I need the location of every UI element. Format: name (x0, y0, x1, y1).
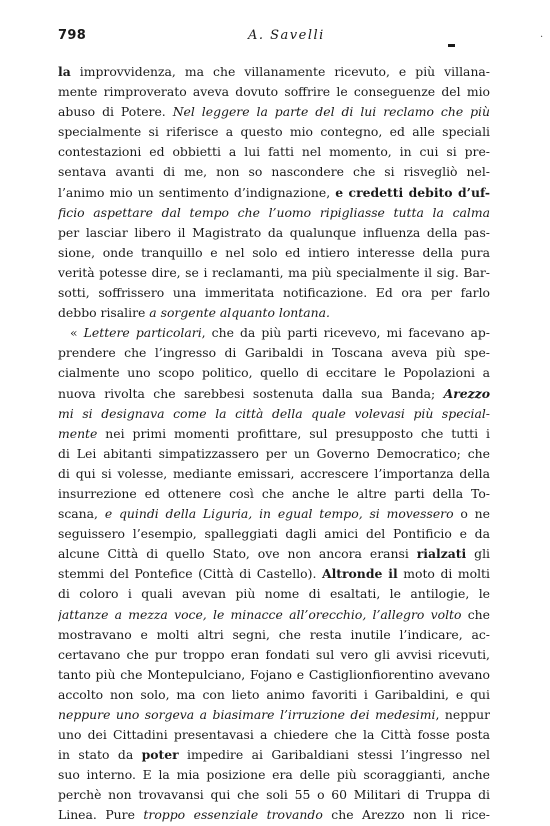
text-run: mostravano e molti altri segni, che resta inutile l’indicare, ac- (58, 626, 490, 642)
text-line (58, 122, 490, 142)
text-run: perchè non trovavansi qui che soli 55 o 60 Militari di Truppa di (58, 787, 490, 803)
text-run: Lettere particolari (83, 325, 202, 341)
text-line (58, 484, 490, 504)
text-line (58, 544, 490, 564)
text-line (58, 745, 490, 765)
text-run: in stato da (58, 747, 142, 763)
text-run: l’animo mio un sentimento d’indignazione, (58, 184, 336, 200)
text-run: , neppur (435, 707, 490, 722)
text-run: moto di molti (397, 566, 490, 582)
text-run: o ne (453, 506, 490, 522)
text-line (58, 685, 490, 705)
text-line (58, 584, 490, 604)
text-line (58, 82, 490, 102)
text-run: che Arezzo non li rice- (322, 807, 490, 823)
text-run: abuso di Potere. (58, 104, 173, 120)
text-run: uno dei Cittadini presentavasi a chiedere che la Città fosse posta (58, 727, 490, 743)
text-run: poter (141, 747, 179, 763)
text-run: nuova rivolta che sarebbesi sostenuta dalla sua Banda; (58, 385, 444, 401)
text-run: , che da più parti ricevevo, mi facevano ap- (201, 325, 490, 341)
text-run: di coloro i quali avevan più nome di esaltati, le antilogie, le (58, 586, 490, 602)
text-run: mente rimproverato aveva dovuto soffrire le conseguenze del mio (58, 84, 490, 100)
text-run: verità potesse dire, se i reclamanti, ma più specialmente il sig. Bar- (58, 264, 490, 280)
text-line (58, 625, 490, 645)
page-number: 798 (58, 28, 87, 43)
text-run: troppo essenziale trovando (143, 807, 323, 823)
text-run: debbo risalire (58, 305, 150, 321)
text-run: cialmente uno scopo politico, quello di eccitare le Popolazioni a (58, 365, 490, 381)
text-line (58, 142, 490, 162)
text-line (58, 263, 490, 283)
text-line (58, 785, 490, 805)
text-run: insurrezione ed ottenere così che anche le altre parti della To- (58, 485, 490, 501)
text-line (58, 343, 490, 363)
text-run: ficio aspettare dal tempo che l’uomo ripigliasse tutta la calma (58, 204, 490, 220)
text-run: suo interno. E la mia posizione era delle più scoraggianti, anche (58, 767, 490, 783)
text-run: tanto più che Montepulciano, Fojano e Castiglionfiorentino avevano (58, 666, 490, 682)
text-line (58, 564, 490, 584)
text-run: scana, (58, 506, 105, 522)
text-run: accolto non solo, ma con lieto animo favoriti i Garibaldini, e qui (58, 686, 490, 702)
text-run: alcune Città di quello Stato, ove non ancora eransi (58, 546, 417, 562)
text-run: mente (58, 425, 98, 441)
text-run: mi si designava come la città della quale volevasi più special- (58, 405, 490, 421)
text-run: la (58, 64, 71, 79)
text-line (58, 162, 490, 182)
text-run: certavano che pur troppo eran fondati sul vero gli avvisi ricevuti, (58, 646, 490, 662)
text-line (58, 303, 490, 323)
text-line (58, 444, 490, 464)
text-line (58, 223, 490, 243)
text-run: Arezzo (443, 385, 490, 401)
text-line (58, 665, 490, 685)
text-run: Linea. Pure (58, 807, 144, 823)
text-line (58, 705, 490, 725)
running-head-author: A. Savelli (248, 28, 325, 43)
text-run: specialmente si riferisce a questo mio contegno, ed alle speciali (58, 124, 490, 140)
running-head (58, 28, 498, 48)
text-line (58, 384, 490, 404)
text-line (58, 243, 490, 263)
text-run: e credetti debito d’uf- (335, 184, 490, 200)
text-line (58, 765, 490, 785)
text-line (58, 645, 490, 665)
text-run: Altronde il (321, 566, 398, 582)
text-line (58, 725, 490, 745)
text-line (58, 283, 490, 303)
text-run: prendere che l’ingresso di Garibaldi in Toscana aveva più spe- (58, 345, 490, 361)
body-text (58, 62, 490, 826)
text-run: di qui si volesse, mediante emissari, accrescere l’importanza della (58, 465, 490, 481)
text-line (58, 404, 490, 424)
text-run: che (461, 606, 490, 622)
text-run: sione, onde tranquillo e nel solo ed intiero interesse della pura (58, 244, 490, 260)
text-line (58, 102, 490, 122)
text-run: impedire ai Garibaldiani stessi l’ingresso nel (178, 747, 490, 763)
text-run: neppure uno sorgeva a biasimare l’irruzione dei medesimi (58, 707, 436, 722)
text-line (58, 424, 490, 444)
text-run: jattanze a mezza voce, le minacce all’orecchio, l’allegro volto (58, 606, 462, 622)
text-run: seguissero l’esempio, spalleggiati dagli amici del Pontificio e da (58, 526, 490, 542)
text-line (58, 183, 490, 203)
text-line (58, 605, 490, 625)
text-line (58, 524, 490, 544)
corner-mark: · (540, 32, 544, 43)
text-run: contestazioni ed obbietti a lui fatti nel momento, in cui si pre- (58, 144, 490, 160)
text-run: Nel leggere la parte del di lui reclamo che più (172, 104, 490, 120)
text-run: per lasciar libero il Magistrato da qualunque influenza della pas- (58, 224, 490, 240)
text-line (58, 805, 490, 825)
text-line (58, 203, 490, 223)
text-run: sotti, soffrissero una immeritata notificazione. Ed ora per farlo (58, 285, 490, 301)
text-line (58, 363, 490, 383)
text-run: a sorgente alquanto lontana. (149, 305, 330, 321)
text-run: gli (466, 546, 490, 562)
text-line (58, 504, 490, 524)
text-run: rialzati (416, 546, 467, 562)
text-line (58, 464, 490, 484)
text-run: stemmi del Pontefice (Città di Castello). (58, 566, 322, 582)
text-run: e quindi della Liguria, in egual tempo, si movessero (104, 506, 454, 522)
text-line (58, 323, 490, 343)
printer-mark (448, 44, 455, 47)
text-run: improvvidenza, ma che villanamente ricevuto, e più villana- (70, 64, 490, 79)
text-run: nei primi momenti profittare, sul presupposto che tutti i (97, 425, 490, 441)
text-run: « (70, 325, 84, 341)
text-line (58, 62, 490, 82)
text-run: di Lei abitanti simpatizzassero per un Governo Democratico; che (58, 445, 490, 461)
text-run: sentava avanti di me, non so nascondere che si risvegliò nel- (58, 164, 490, 180)
